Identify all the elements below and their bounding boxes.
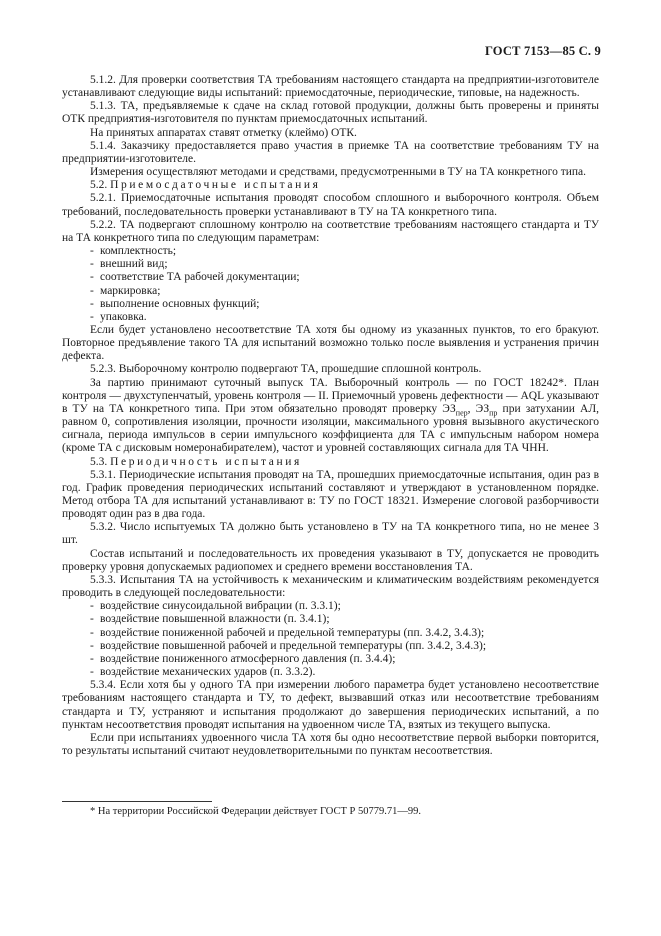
paragraph-5-3-4-note: Если при испытаниях удвоенного числа ТА хотя бы одно несоответствие первой выборки повторится, то результаты испытаний считают неудовлетворительными по пунктам несоответствия. [62, 731, 599, 757]
paragraph-5-1-2: 5.1.2. Для проверки соответствия ТА требованиям настоящего стандарта на предприятии-изготовителе устанавливают следующие виды испытаний: приемосдаточные, периодические, типовые, на надежность. [62, 74, 599, 100]
page-header: ГОСТ 7153—85 С. 9 [484, 44, 601, 58]
paragraph-5-3-2: 5.3.2. Число испытуемых ТА должно быть установлено в ТУ на ТА конкретного типа, но не менее 3 шт. [62, 521, 599, 547]
section-title: Периодичность испытания [110, 455, 302, 468]
footnote: * На территории Российской Федерации действует ГОСТ Р 50779.71—99. [90, 806, 421, 817]
footnote-divider [62, 801, 212, 802]
section-number: 5.3. [90, 455, 108, 468]
paragraph-5-1-3: 5.1.3. ТА, предъявляемые к сдаче на склад готовой продукции, должны быть проверены и приняты ОТК предприятия-изготовителя по пунктам приемосдаточных испытаний. [62, 100, 599, 126]
paragraph-5-1-4: 5.1.4. Заказчику предоставляется право участия в приемке ТА на соответствие требованиям ТУ на предприятии-изготовителе. [62, 139, 599, 165]
paragraph-5-2-3-detail: За партию принимают суточный выпуск ТА. Выборочный контроль — по ГОСТ 18242*. План контроля — двухступенчатый, уровень контроля — II. Приемочный уровень дефектности — AQL указывают в ТУ на ТА конкретного типа. При этом обязательно проводят проверку $ЭЗ_{пер}$, $ЭЗ_{пр}$ при затухании АЛ, равном 0, сопротивления изоляции, прочности изоляции, максимального уровня вызывного акустического сигнала, периода импульсов в серии импульсного коэффициента для ТА с импульсным набором номера (кроме ТА с дисковым номеронабирателем), частот и уровней составляющих сигнала для ТА ЧНН. [62, 376, 599, 455]
list-item: - воздействие пониженного атмосферного давления (п. 3.4.4); [62, 653, 599, 666]
paragraph-5-3-3: 5.3.3. Испытания ТА на устойчивость к механическим и климатическим воздействиям рекомендуется проводить в следующей последовательности: [62, 573, 599, 600]
list-item: - воздействие повышенной рабочей и предельной температуры (пп. 3.4.2, 3.4.3); [62, 640, 599, 653]
section-heading-5-3 [62, 456, 599, 469]
paragraph-5-2-2-note: Если будет установлено несоответствие ТА хотя бы одному из указанных пунктов, то его бракуют. Повторное предъявление такого ТА для испытаний возможно только после выявления и устранения причин дефекта. [62, 323, 599, 363]
list-item: - соответствие ТА рабочей документации; [62, 271, 599, 284]
list-item: - воздействие синусоидальной вибрации (п. 3.3.1); [62, 600, 599, 613]
section-heading-5-2 [62, 179, 599, 192]
test-sequence-list [62, 600, 599, 679]
document-body [62, 74, 599, 758]
paragraph-5-1-4-note: Измерения осуществляют методами и средствами, предусмотренными в ТУ на ТА конкретного типа. [90, 166, 587, 179]
list-item: - воздействие повышенной влажности (п. 3.4.1); [62, 613, 599, 626]
list-item: - внешний вид; [62, 258, 599, 271]
list-item: - воздействие пониженной рабочей и предельной температуры (пп. 3.4.2, 3.4.3); [62, 627, 599, 640]
paragraph-5-2-2: 5.2.2. ТА подвергают сплошному контролю на соответствие требованиям настоящего стандарта и ТУ на ТА конкретного типа по следующим параметрам: [62, 218, 599, 244]
section-title: Приемосдаточные испытания [110, 179, 321, 192]
section-number: 5.2. [90, 179, 108, 192]
paragraph-5-2-1: 5.2.1. Приемосдаточные испытания проводят способом сплошного и выборочного контроля. Объем требований, последовательность проверки устанавливают в ТУ на ТА конкретного типа. [62, 192, 599, 218]
list-item: - маркировка; [62, 285, 599, 298]
parameter-list [62, 245, 599, 324]
list-item: - упаковка. [62, 311, 599, 324]
paragraph-5-3-4: 5.3.4. Если хотя бы у одного ТА при измерении любого параметра будет установлено несоответствие требованиям настоящего стандарта и ТУ, то дефект, вызвавший отказ или несоответствие требованиям стандарта и ТУ, устраняют и испытания продолжают до завершения периодических испытаний, а по пунктам несоответствия проводят испытания на удвоенном числе ТА, взятых из текущего выпуска. [62, 679, 599, 731]
list-item: - выполнение основных функций; [62, 298, 599, 311]
list-item: - воздействие механических ударов (п. 3.3.2). [62, 666, 599, 679]
paragraph-5-3-1: 5.3.1. Периодические испытания проводят на ТА, прошедших приемосдаточные испытания, один раз в год. График проведения периодических испытаний составляют и утверждают в установленном порядке. Метод отбора ТА для испытаний устанавливают в: ТУ по ГОСТ 18321. Измерение слоговой разборчивости проводят один раз в два года. [62, 468, 599, 521]
list-item: - комплектность; [62, 245, 599, 258]
paragraph-5-2-3: 5.2.3. Выборочному контролю подвергают ТА, прошедшие сплошной контроль. [90, 363, 482, 376]
paragraph-5-1-3-note: На принятых аппаратах ставят отметку (клеймо) ОТК. [90, 126, 357, 139]
paragraph-5-3-2-note: Состав испытаний и последовательность их проведения указывают в ТУ, допускается не проводить проверку уровня допускаемых радиопомех и среднего времени восстановления ТА. [62, 547, 599, 573]
